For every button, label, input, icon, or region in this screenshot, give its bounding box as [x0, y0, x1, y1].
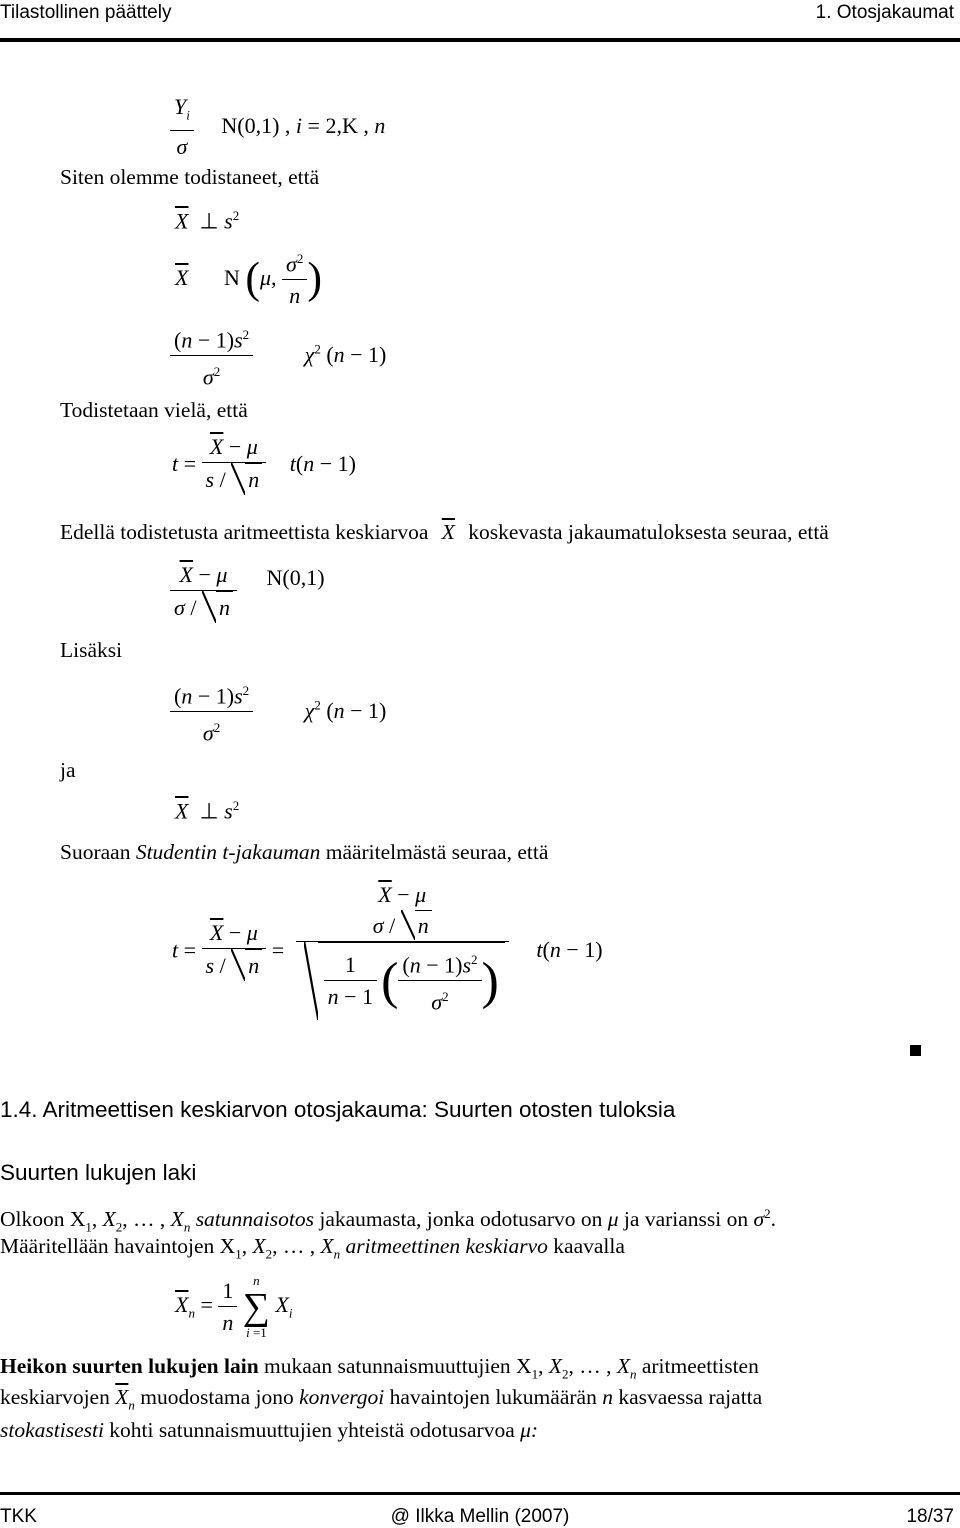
text-and: ja — [60, 758, 76, 782]
text-wlln-i: stokastisesti — [0, 1418, 104, 1442]
text-mean-def-a: Määritellään havaintojen X — [0, 1234, 236, 1258]
section-title: 1.4. Aritmeettisen keskiarvon otosjakauma: Suurten otosten tuloksia — [0, 1097, 676, 1122]
text-wlln-e: konvergoi — [299, 1385, 385, 1409]
footer-rule — [0, 1492, 960, 1495]
text-mean-result-b: koskevasta jakaumatuloksesta seuraa, että — [468, 520, 829, 544]
footer-author: @ Ilkka Mellin (2007) — [390, 1506, 570, 1527]
symbol-x-bar: $\overline{X}$ — [441, 520, 455, 544]
text-mean-result-a: Edellä todistetusta aritmeettista keskiarvoa — [60, 520, 429, 544]
text-wlln-line-2: keskiarvojen $\overline{X}_n$ muodostama jono konvergoi havaintojen lukumäärän n kasvaessa rajatta — [0, 1385, 763, 1413]
footer-page-number: 18/37 — [906, 1506, 954, 1527]
page-header — [0, 2, 960, 30]
text-wlln-a: mukaan satunnaismuuttujien X — [264, 1354, 532, 1378]
text-sample-b: satunnaisotos — [195, 1207, 314, 1232]
text-to-prove: Todistetaan vielä, että — [60, 398, 248, 422]
formula-standardized-y: $\frac{Y_i}{\sigma}$ N(0,1) , i = 2,K , n — [170, 92, 385, 163]
text-mean-result — [60, 520, 829, 545]
text-wlln-k: μ: — [520, 1418, 539, 1442]
formula-independence-1: $\overline{X}$ ⊥ $s^2$ — [175, 208, 240, 234]
formula-z-statistic: $\frac{\overline{X} - \mu}{\sigma / n}$ N(0,1) — [170, 560, 325, 624]
formula-chi-square-2: $\frac{(n - 1)s^2}{\sigma^2}$ $\chi^2$ (n − 1) — [170, 676, 386, 750]
subsection-title: Suurten lukujen laki — [0, 1160, 197, 1185]
page-footer — [0, 1506, 960, 1528]
text-student-a: Suoraan — [60, 840, 131, 864]
formula-independence-2: $\overline{X}$ ⊥ $s^2$ — [175, 798, 240, 824]
text-wlln-c: keskiarvojen — [0, 1385, 110, 1409]
text-sample-d: ja varianssi on — [623, 1207, 749, 1232]
formula-t-statistic-1: t = $\frac{\overline{X} - \mu}{s / n}$ t(n − 1) — [172, 432, 356, 496]
text-student-c: määritelmästä seuraa, että — [325, 840, 549, 864]
text-wlln-line-1: Heikon suurten lukujen lain mukaan satunnaismuuttujien $X_1$, $X_2$, … , $X_n$ aritmeettisten — [0, 1354, 759, 1382]
text-mean-def-b: aritmeettinen keskiarvo — [345, 1234, 548, 1258]
text-wlln-b: aritmeettisten — [641, 1354, 759, 1378]
formula-t-statistic-2: t = $\frac{\overline{X} - \mu}{s / n}$ = $\overline{X} - \mu$ σ / n $\frac{1}{n - 1}$ ( $\frac{(n - 1)s^2}{\sigma^2}$ ) t(n − 1) — [172, 880, 603, 1021]
text-wlln-d: muodostama jono — [140, 1385, 294, 1409]
text-wlln-g: n — [602, 1385, 613, 1409]
text-wlln-j: kohti satunnaismuuttujien yhteistä odotusarvoa — [109, 1418, 515, 1442]
text-wlln-f: havaintojen lukumäärän — [389, 1385, 597, 1409]
text-proved: Siten olemme todistaneet, että — [60, 165, 320, 189]
end-of-proof-square — [910, 1045, 921, 1056]
text-wlln-bold: Heikon suurten lukujen lain — [0, 1354, 259, 1378]
footer-institution: TKK — [0, 1506, 37, 1527]
text-additionally: Lisäksi — [60, 638, 123, 662]
text-sample-definition: Olkoon $X_1$, $X_2$, … , $X_n$ satunnaisotos jakaumasta, jonka odotusarvo on μ ja varianssi on $\sigma^2$. — [0, 1206, 776, 1235]
formula-mean-normal: $\overline{X}$ N (μ, $\frac{\sigma^2}{n}$ ) — [175, 244, 322, 312]
header-course-title: Tilastollinen päättely — [0, 2, 172, 23]
text-mean-definition: Määritellään havaintojen $X_1$, $X_2$, … , $X_n$ aritmeettinen keskiarvo kaavalla — [0, 1234, 625, 1262]
formula-chi-square-1: $\frac{(n - 1)s^2}{\sigma^2}$ $\chi^2$ (n − 1) — [170, 320, 386, 394]
text-wlln-h: kasvaessa rajatta — [618, 1385, 763, 1409]
text-wlln-line-3 — [0, 1418, 538, 1443]
text-sample-a: Olkoon X — [0, 1207, 86, 1232]
text-mean-def-c: kaavalla — [553, 1234, 625, 1258]
header-rule — [0, 38, 960, 42]
text-student-definition — [60, 840, 548, 865]
text-student-b: Studentin t-jakauman — [135, 840, 321, 864]
header-chapter-title: 1. Otosjakaumat — [815, 2, 954, 23]
formula-sample-mean: $\overline{X}_n$ = $\frac{1}{n}$ n ∑ i =1 $X_i$ — [175, 1273, 293, 1340]
text-sample-c: jakaumasta, jonka odotusarvo on — [319, 1207, 603, 1232]
